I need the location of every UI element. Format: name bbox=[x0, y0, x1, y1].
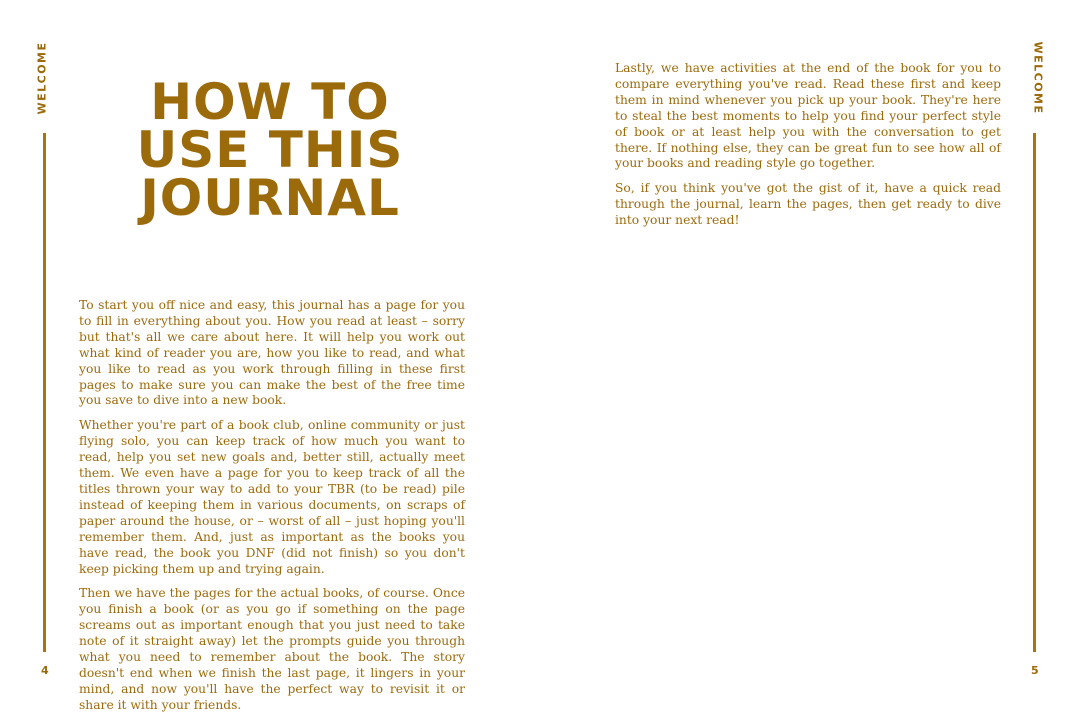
page-title bbox=[120, 73, 420, 227]
title-line: USE THIS bbox=[136, 121, 404, 179]
paragraph: Whether you're part of a book club, online community or just flying solo, you can keep track of how much you want to read, help you set new goals and, better still, actually meet them. We even have a page for you to keep track of all the titles thrown your way to add to your TBR (to be read) pile instead of keeping them in various documents, on scraps of paper around the house, or – worst of all – just hoping you'll remember them. And, just as important as the books you have read, the book you DNF (did not finish) so you don't keep picking them up and trying again. bbox=[79, 418, 465, 576]
paragraph: To start you off nice and easy, this journal has a page for you to fill in everything about you. How you read at least – sorry but that's all we care about here. It will help you work out what kind of reader you are, how you like to read, and what you like to read as you work through filling in these first pages to make sure you can make the best of the free time you save to dive into a new book. bbox=[79, 298, 465, 408]
left-page-number: 4 bbox=[41, 664, 49, 677]
paragraph: Then we have the pages for the actual books, of course. Once you finish a book (or as you go if something on the page screams out as important enough that you just need to take note of it straight away) let the prompts guide you through what you need to remember about the book. The story doesn't end when we finish the last page, it lingers in your mind, and now you'll have the perfect way to revisit it or share it with your friends. bbox=[79, 586, 465, 712]
title-line: HOW TO bbox=[150, 73, 390, 131]
right-section-label: WELCOME bbox=[1031, 41, 1045, 115]
paragraph: Lastly, we have activities at the end of the book for you to compare everything you've read. Read these first and keep them in mind whenever you pick up your book. They're here to steal the best moments to help you find your perfect style of book or at least help you with the conversation to get there. If nothing else, they can be great fun to see how all of your books and reading style go together. bbox=[615, 61, 1001, 171]
right-margin-rule bbox=[1033, 133, 1036, 652]
left-section-label: WELCOME bbox=[35, 41, 49, 115]
paragraph: So, if you think you've got the gist of it, have a quick read through the journal, learn the pages, then get ready to dive into your next read! bbox=[615, 181, 1001, 228]
right-page-number: 5 bbox=[1031, 664, 1039, 677]
left-body-text bbox=[79, 298, 465, 723]
right-body-text bbox=[615, 61, 1001, 238]
title-line: JOURNAL bbox=[140, 169, 400, 227]
left-margin-rule bbox=[43, 133, 46, 652]
